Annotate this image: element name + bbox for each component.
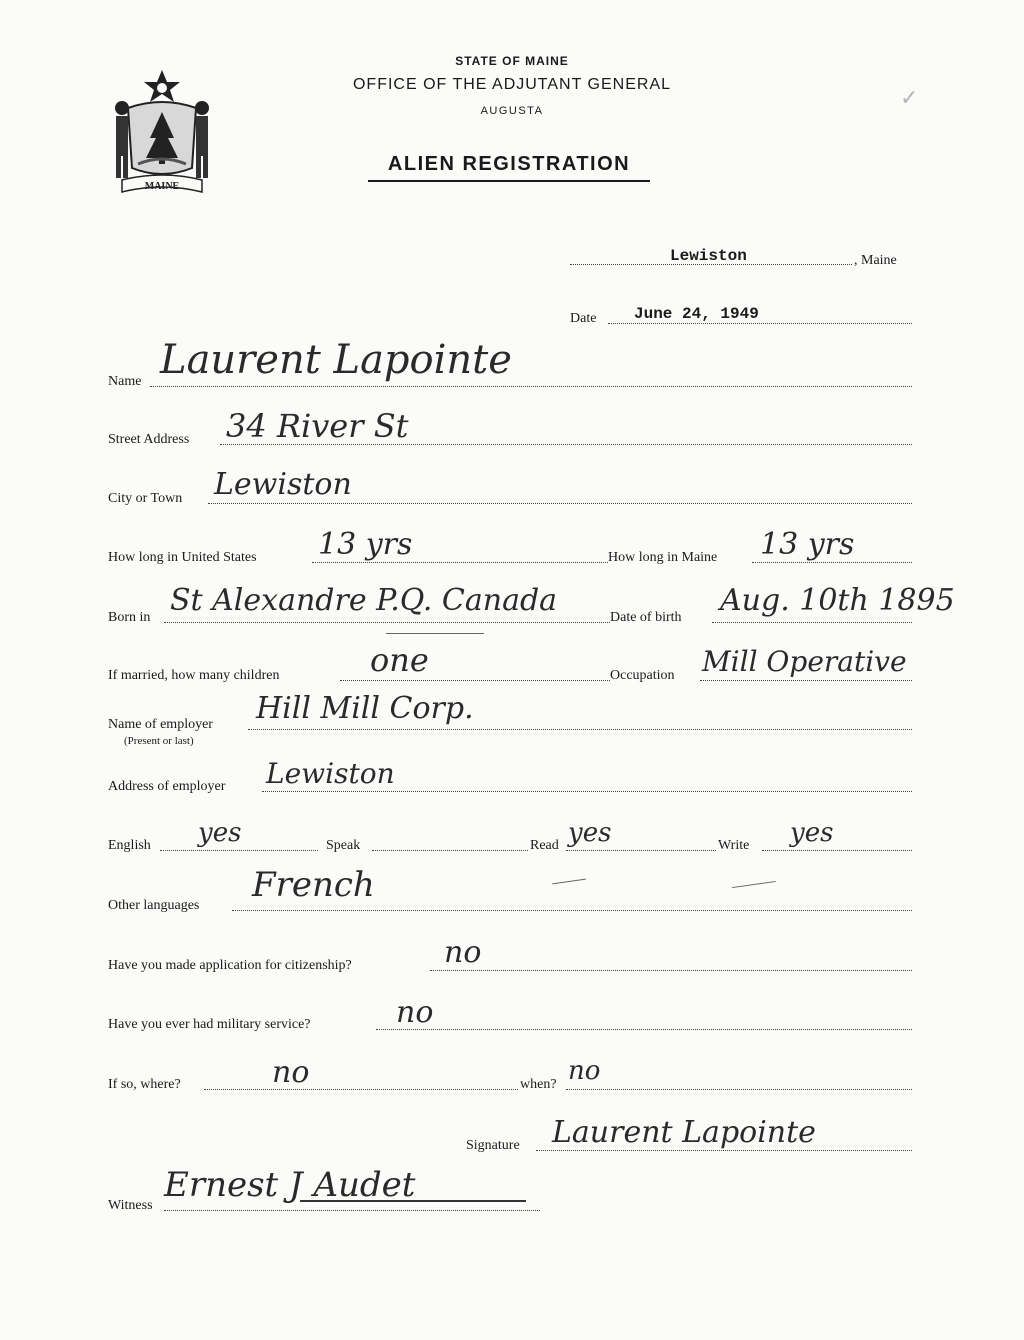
witness-value: Ernest J Audet bbox=[164, 1165, 416, 1205]
city-value: Lewiston bbox=[214, 467, 352, 502]
signature-label: Signature bbox=[466, 1138, 520, 1153]
witness-line bbox=[164, 1210, 540, 1211]
military-line bbox=[376, 1029, 912, 1030]
citizenship-line bbox=[430, 970, 912, 971]
city-heading: AUGUSTA bbox=[480, 105, 544, 117]
place-state: , Maine bbox=[854, 253, 897, 268]
years-us-label: How long in United States bbox=[108, 550, 257, 565]
dob-line bbox=[712, 622, 912, 623]
witness-label: Witness bbox=[108, 1198, 153, 1213]
years-us-line bbox=[312, 562, 608, 563]
date-line bbox=[608, 323, 912, 324]
speak-label: Speak bbox=[326, 838, 361, 853]
underline-mark bbox=[386, 633, 484, 634]
children-line bbox=[340, 680, 610, 681]
write-label: Write bbox=[718, 838, 750, 853]
born-in-label: Born in bbox=[108, 610, 151, 625]
occupation-line bbox=[700, 680, 912, 681]
other-languages-label: Other languages bbox=[108, 898, 200, 913]
when-line bbox=[566, 1089, 912, 1090]
citizenship-label: Have you made application for citizenship? bbox=[108, 958, 352, 973]
english-line bbox=[160, 850, 318, 851]
employer-address-line bbox=[262, 791, 912, 792]
citizenship-value: no bbox=[444, 935, 482, 970]
svg-text:MAINE: MAINE bbox=[144, 181, 180, 192]
form-title: ALIEN REGISTRATION bbox=[368, 153, 650, 182]
years-maine-value: 13 yrs bbox=[760, 527, 855, 562]
other-languages-line bbox=[232, 910, 912, 911]
speak-line bbox=[372, 850, 528, 851]
years-us-value: 13 yrs bbox=[318, 527, 413, 562]
occupation-value: Mill Operative bbox=[702, 645, 907, 678]
children-value: one bbox=[370, 641, 429, 679]
employer-line bbox=[248, 729, 912, 730]
when-label: when? bbox=[520, 1077, 557, 1092]
street-value: 34 River St bbox=[226, 407, 409, 445]
born-in-value: St Alexandre P.Q. Canada bbox=[170, 583, 558, 618]
read-label: Read bbox=[530, 838, 559, 853]
write-line bbox=[762, 850, 912, 851]
where-label: If so, where? bbox=[108, 1077, 181, 1092]
witness-flourish bbox=[300, 1200, 526, 1202]
military-value: no bbox=[396, 995, 434, 1030]
occupation-label: Occupation bbox=[610, 668, 675, 683]
signature-value: Laurent Lapointe bbox=[552, 1115, 816, 1150]
dash-mark bbox=[732, 881, 776, 888]
years-maine-label: How long in Maine bbox=[608, 550, 718, 565]
name-line bbox=[150, 386, 912, 387]
employer-sublabel: (Present or last) bbox=[124, 735, 194, 747]
where-value: no bbox=[272, 1055, 310, 1090]
other-languages-value: French bbox=[252, 865, 375, 905]
read-value: yes bbox=[568, 818, 612, 848]
children-label: If married, how many children bbox=[108, 668, 280, 683]
english-label: English bbox=[108, 838, 151, 853]
employer-value: Hill Mill Corp. bbox=[256, 691, 474, 726]
dash-mark bbox=[552, 879, 586, 885]
write-value: yes bbox=[790, 818, 834, 848]
military-label: Have you ever had military service? bbox=[108, 1017, 311, 1032]
years-maine-line bbox=[752, 562, 912, 563]
city-label: City or Town bbox=[108, 491, 183, 506]
signature-line bbox=[536, 1150, 912, 1151]
employer-label: Name of employer bbox=[108, 717, 213, 732]
born-in-line bbox=[164, 622, 610, 623]
date-value: June 24, 1949 bbox=[634, 305, 759, 323]
name-value: Laurent Lapointe bbox=[160, 337, 512, 383]
check-mark-icon: ✓ bbox=[900, 86, 919, 111]
when-value: no bbox=[568, 1056, 601, 1086]
read-line bbox=[566, 850, 716, 851]
city-line bbox=[208, 503, 912, 504]
employer-address-value: Lewiston bbox=[266, 757, 395, 790]
place-city: Lewiston bbox=[670, 247, 747, 265]
state-heading: STATE OF MAINE bbox=[455, 54, 569, 68]
office-heading: OFFICE OF THE ADJUTANT GENERAL bbox=[352, 76, 672, 93]
where-line bbox=[204, 1089, 518, 1090]
date-label: Date bbox=[570, 311, 597, 326]
employer-address-label: Address of employer bbox=[108, 779, 226, 794]
dob-value: Aug. 10th 1895 bbox=[720, 583, 955, 618]
dob-label: Date of birth bbox=[610, 610, 682, 625]
name-label: Name bbox=[108, 374, 142, 389]
english-value: yes bbox=[198, 818, 242, 848]
street-label: Street Address bbox=[108, 432, 190, 447]
